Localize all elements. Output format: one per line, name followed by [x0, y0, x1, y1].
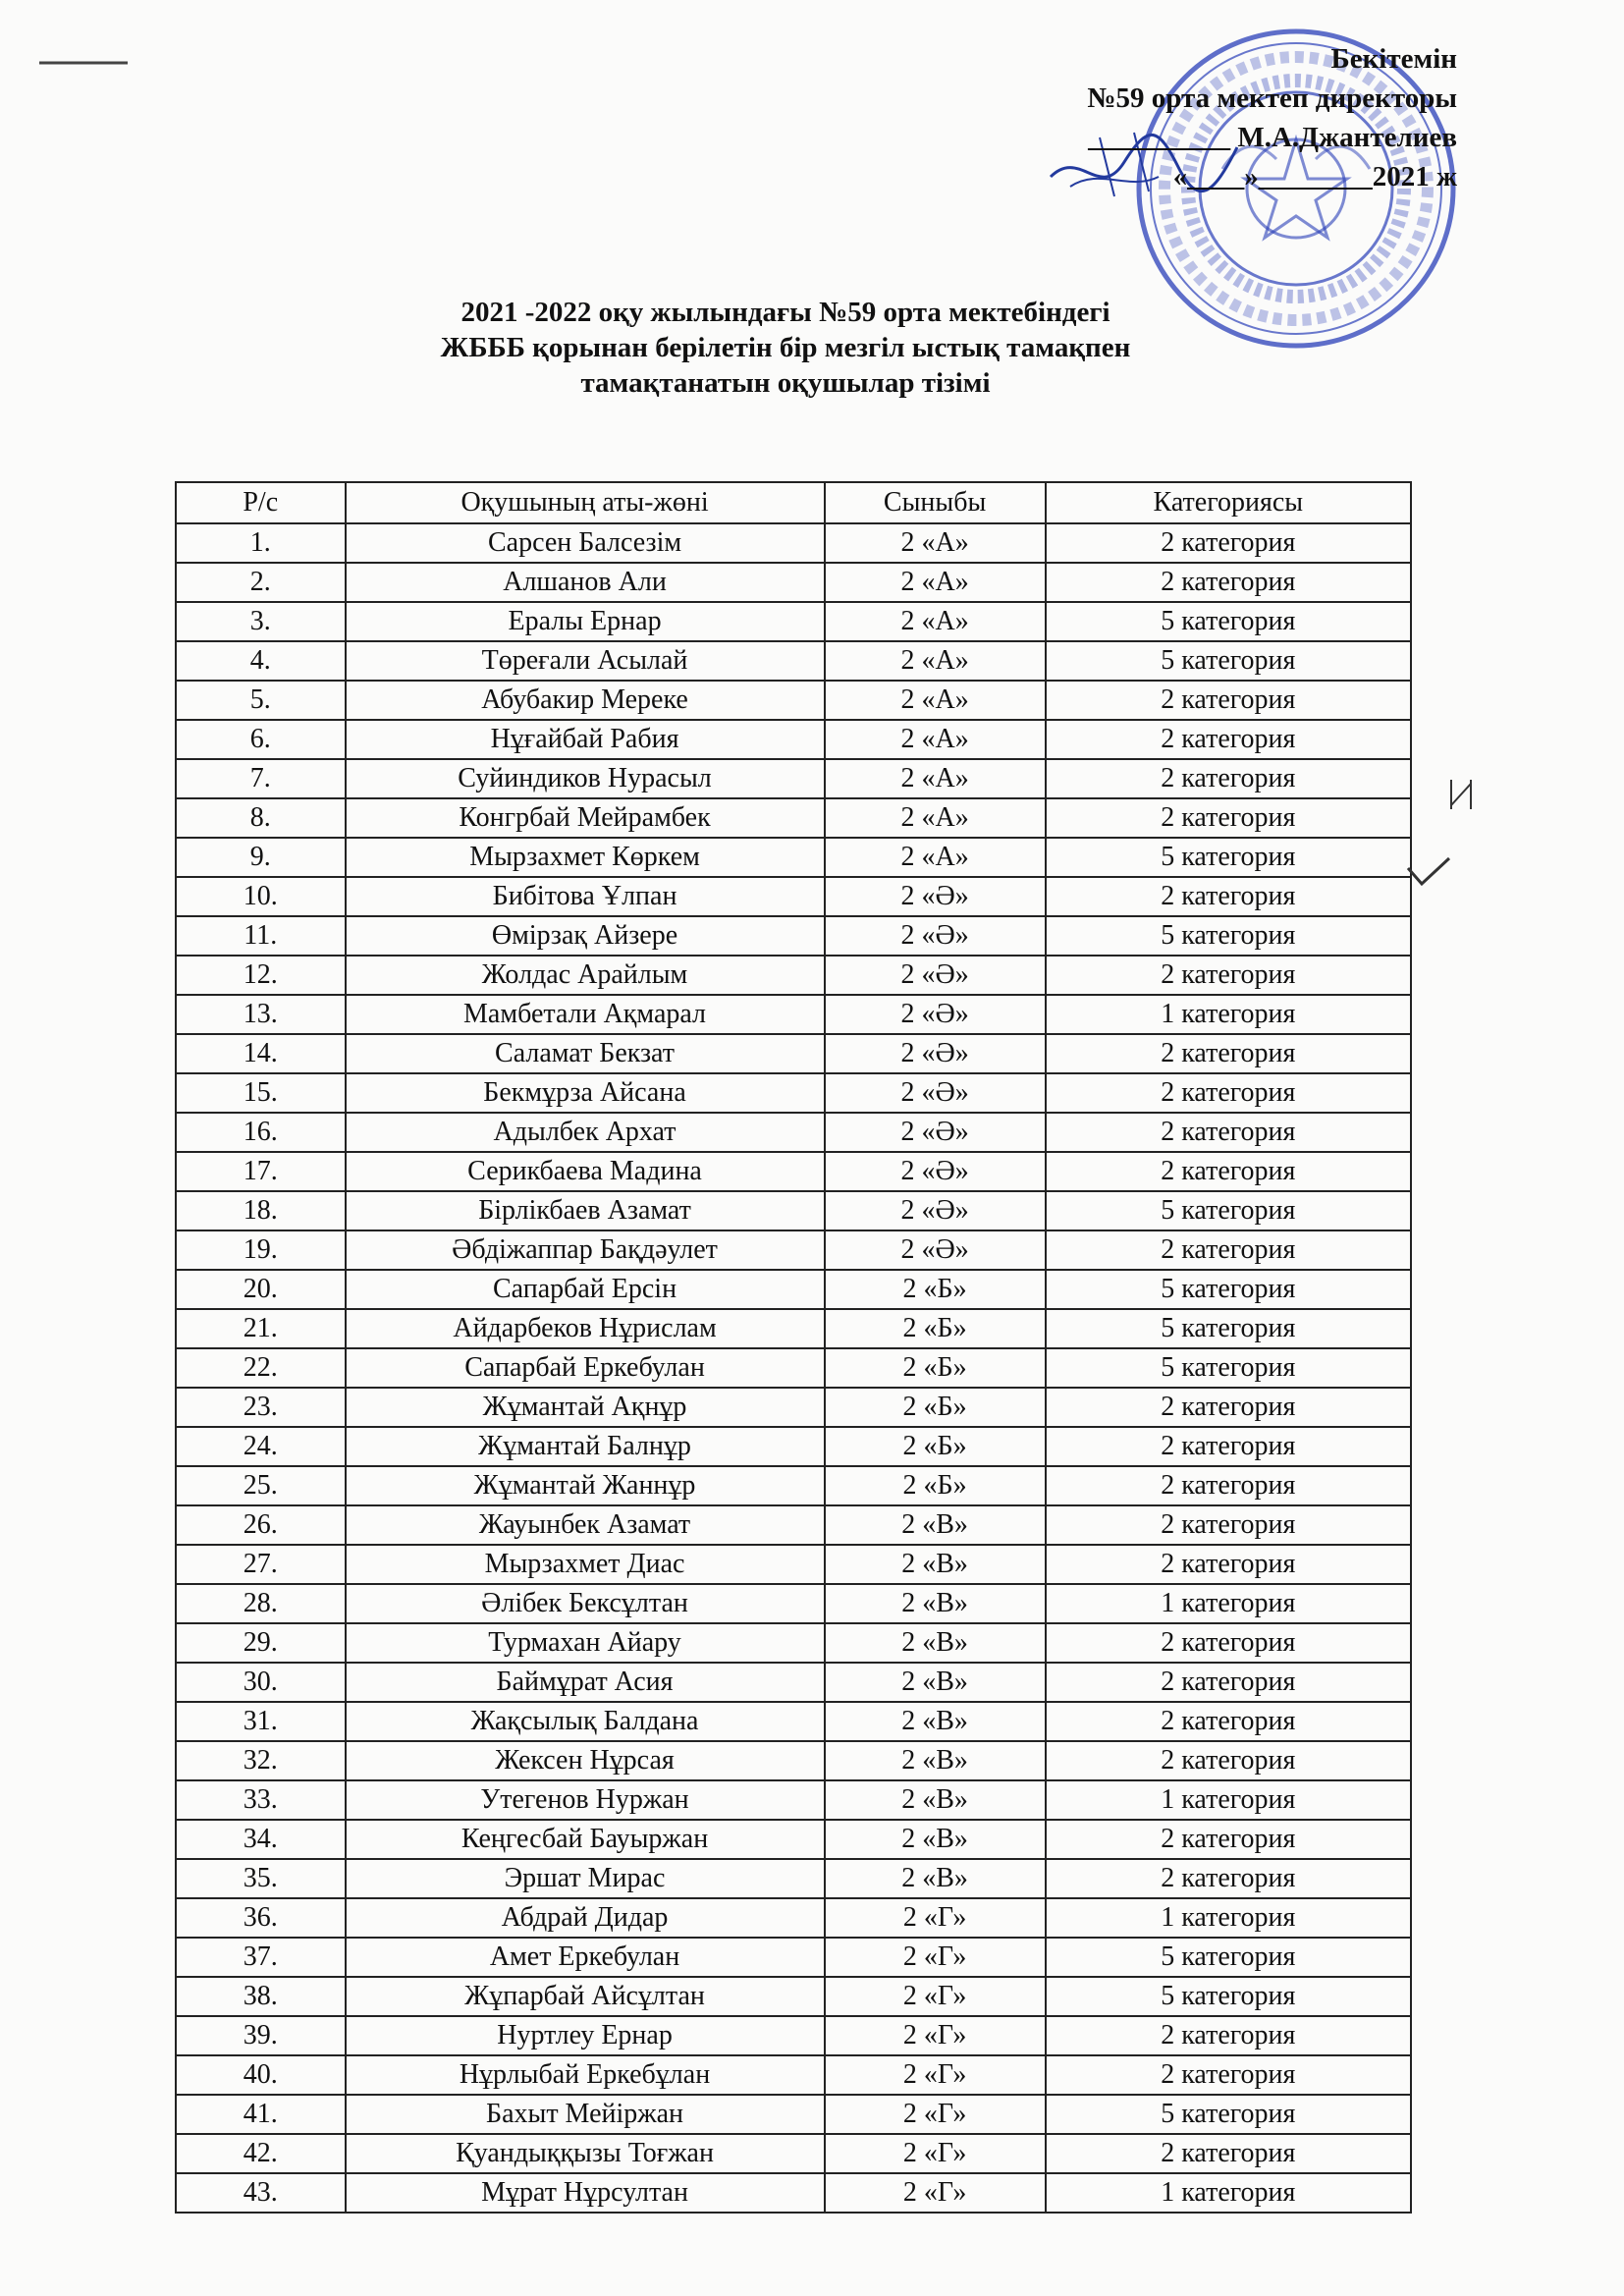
class-cell: 2 «В»: [825, 1859, 1046, 1898]
table-row: [176, 2173, 1411, 2213]
class-cell: 2 «Г»: [825, 2016, 1046, 2055]
row-number-cell: 34.: [176, 1820, 346, 1859]
class-cell: 2 «Г»: [825, 1938, 1046, 1977]
student-name-cell: Әлібек Бексұлтан: [346, 1584, 825, 1623]
student-name-cell: Сапарбай Ерсін: [346, 1270, 825, 1309]
class-cell: 2 «А»: [825, 720, 1046, 759]
category-cell: 1 категория: [1046, 1898, 1411, 1938]
table-row: [176, 602, 1411, 641]
student-name-cell: Утегенов Нуржан: [346, 1780, 825, 1820]
class-cell: 2 «А»: [825, 641, 1046, 681]
row-number-cell: 43.: [176, 2173, 346, 2213]
category-cell: 5 категория: [1046, 2095, 1411, 2134]
table-row: [176, 995, 1411, 1034]
category-cell: 2 категория: [1046, 956, 1411, 995]
table-row: [176, 681, 1411, 720]
student-name-cell: Қуандыққызы Тоғжан: [346, 2134, 825, 2173]
table-row: [176, 1073, 1411, 1113]
student-name-cell: Баймұрат Асия: [346, 1663, 825, 1702]
corner-scan-mark: [39, 59, 128, 67]
row-number-cell: 30.: [176, 1663, 346, 1702]
category-cell: 2 категория: [1046, 1702, 1411, 1741]
category-cell: 2 категория: [1046, 1230, 1411, 1270]
header-student-name: Оқушының аты-жөні: [346, 482, 825, 523]
table-row: [176, 1898, 1411, 1938]
category-cell: 2 категория: [1046, 1113, 1411, 1152]
table-row: [176, 523, 1411, 563]
category-cell: 2 категория: [1046, 1427, 1411, 1466]
class-cell: 2 «Ә»: [825, 1230, 1046, 1270]
category-cell: 2 категория: [1046, 1034, 1411, 1073]
row-number-cell: 39.: [176, 2016, 346, 2055]
student-name-cell: Турмахан Айару: [346, 1623, 825, 1663]
table-row: [176, 1348, 1411, 1388]
student-name-cell: Айдарбеков Нұрислам: [346, 1309, 825, 1348]
table-row: [176, 1584, 1411, 1623]
row-number-cell: 7.: [176, 759, 346, 798]
class-cell: 2 «В»: [825, 1584, 1046, 1623]
student-name-cell: Ералы Ернар: [346, 602, 825, 641]
table-row: [176, 759, 1411, 798]
table-row: [176, 1859, 1411, 1898]
student-list-table: [175, 481, 1412, 2214]
table-row: [176, 1977, 1411, 2016]
row-number-cell: 35.: [176, 1859, 346, 1898]
table-row: [176, 1623, 1411, 1663]
table-row: [176, 563, 1411, 602]
category-cell: 1 категория: [1046, 1584, 1411, 1623]
row-number-cell: 6.: [176, 720, 346, 759]
row-number-cell: 13.: [176, 995, 346, 1034]
table-row: [176, 1663, 1411, 1702]
class-cell: 2 «А»: [825, 838, 1046, 877]
table-row: [176, 1230, 1411, 1270]
class-cell: 2 «А»: [825, 759, 1046, 798]
class-cell: 2 «А»: [825, 798, 1046, 838]
row-number-cell: 38.: [176, 1977, 346, 2016]
student-name-cell: Нуртлеу Ернар: [346, 2016, 825, 2055]
category-cell: 2 категория: [1046, 1820, 1411, 1859]
approval-date: «____»________2021 ж: [1172, 161, 1457, 192]
class-cell: 2 «Ә»: [825, 956, 1046, 995]
category-cell: 2 категория: [1046, 877, 1411, 916]
category-cell: 1 категория: [1046, 2173, 1411, 2213]
category-cell: 5 категория: [1046, 602, 1411, 641]
table-row: [176, 2095, 1411, 2134]
student-name-cell: Нұғайбай Рабия: [346, 720, 825, 759]
title-line-1: 2021 -2022 оқу жылындағы №59 орта мектебіндегі: [460, 297, 1110, 328]
student-name-cell: Бахыт Мейіржан: [346, 2095, 825, 2134]
row-number-cell: 9.: [176, 838, 346, 877]
class-cell: 2 «Б»: [825, 1348, 1046, 1388]
table-row: [176, 1427, 1411, 1466]
class-cell: 2 «В»: [825, 1545, 1046, 1584]
row-number-cell: 4.: [176, 641, 346, 681]
class-cell: 2 «Ә»: [825, 1152, 1046, 1191]
table-row: [176, 1780, 1411, 1820]
student-name-cell: Жолдас Арайлым: [346, 956, 825, 995]
category-cell: 5 категория: [1046, 641, 1411, 681]
student-name-cell: Абубакир Мереке: [346, 681, 825, 720]
class-cell: 2 «Ә»: [825, 1073, 1046, 1113]
table-row: [176, 1466, 1411, 1505]
table-row: [176, 1309, 1411, 1348]
row-number-cell: 1.: [176, 523, 346, 563]
row-number-cell: 21.: [176, 1309, 346, 1348]
student-name-cell: Абдрай Дидар: [346, 1898, 825, 1938]
student-name-cell: Төреғали Асылай: [346, 641, 825, 681]
row-number-cell: 25.: [176, 1466, 346, 1505]
class-cell: 2 «Г»: [825, 2055, 1046, 2095]
row-number-cell: 14.: [176, 1034, 346, 1073]
student-name-cell: Жұмантай Ақнұр: [346, 1388, 825, 1427]
row-number-cell: 33.: [176, 1780, 346, 1820]
student-name-cell: Сапарбай Еркебулан: [346, 1348, 825, 1388]
title-line-3: тамақтанатын оқушылар тізімі: [580, 367, 991, 399]
row-number-cell: 19.: [176, 1230, 346, 1270]
row-number-cell: 3.: [176, 602, 346, 641]
table-row: [176, 1938, 1411, 1977]
table-row: [176, 1191, 1411, 1230]
row-number-cell: 29.: [176, 1623, 346, 1663]
category-cell: 2 категория: [1046, 1545, 1411, 1584]
class-cell: 2 «Б»: [825, 1270, 1046, 1309]
student-name-cell: Саламат Бекзат: [346, 1034, 825, 1073]
class-cell: 2 «А»: [825, 602, 1046, 641]
table-header-row: [176, 482, 1411, 523]
student-name-cell: Жұпарбай Айсұлтан: [346, 1977, 825, 2016]
student-name-cell: Адылбек Архат: [346, 1113, 825, 1152]
header-category: Категориясы: [1046, 482, 1411, 523]
student-name-cell: Жауынбек Азамат: [346, 1505, 825, 1545]
class-cell: 2 «Б»: [825, 1427, 1046, 1466]
student-name-cell: Нұрлыбай Еркебұлан: [346, 2055, 825, 2095]
category-cell: 2 категория: [1046, 563, 1411, 602]
category-cell: 2 категория: [1046, 2134, 1411, 2173]
row-number-cell: 32.: [176, 1741, 346, 1780]
class-cell: 2 «Г»: [825, 2095, 1046, 2134]
class-cell: 2 «Ә»: [825, 877, 1046, 916]
category-cell: 2 категория: [1046, 759, 1411, 798]
approval-block: [907, 39, 1457, 196]
row-number-cell: 24.: [176, 1427, 346, 1466]
student-name-cell: Жақсылық Балдана: [346, 1702, 825, 1741]
student-name-cell: Әбдіжаппар Бақдәулет: [346, 1230, 825, 1270]
category-cell: 5 категория: [1046, 1938, 1411, 1977]
student-name-cell: Амет Еркебулан: [346, 1938, 825, 1977]
class-cell: 2 «Б»: [825, 1309, 1046, 1348]
row-number-cell: 26.: [176, 1505, 346, 1545]
class-cell: 2 «Г»: [825, 2134, 1046, 2173]
category-cell: 2 категория: [1046, 1388, 1411, 1427]
category-cell: 5 категория: [1046, 1309, 1411, 1348]
student-name-cell: Конгрбай Мейрамбек: [346, 798, 825, 838]
category-cell: 2 категория: [1046, 1466, 1411, 1505]
table-row: [176, 720, 1411, 759]
approval-director-name: __________ М.А.Джантелиев: [1088, 122, 1457, 153]
table-row: [176, 1505, 1411, 1545]
category-cell: 1 категория: [1046, 995, 1411, 1034]
row-number-cell: 22.: [176, 1348, 346, 1388]
row-number-cell: 31.: [176, 1702, 346, 1741]
student-name-cell: Мырзахмет Көркем: [346, 838, 825, 877]
student-name-cell: Бибітова Ұлпан: [346, 877, 825, 916]
student-name-cell: Мұрат Нұрсултан: [346, 2173, 825, 2213]
approval-position: №59 орта мектеп директоры: [1087, 82, 1457, 114]
category-cell: 2 категория: [1046, 798, 1411, 838]
class-cell: 2 «Г»: [825, 1977, 1046, 2016]
table-row: [176, 1152, 1411, 1191]
student-name-cell: Бірлікбаев Азамат: [346, 1191, 825, 1230]
category-cell: 5 категория: [1046, 1270, 1411, 1309]
table-row: [176, 2134, 1411, 2173]
table-row: [176, 1034, 1411, 1073]
category-cell: 5 категория: [1046, 838, 1411, 877]
category-cell: 2 категория: [1046, 720, 1411, 759]
category-cell: 2 категория: [1046, 523, 1411, 563]
student-name-cell: Серикбаева Мадина: [346, 1152, 825, 1191]
student-name-cell: Жексен Нұрсая: [346, 1741, 825, 1780]
table-row: [176, 1702, 1411, 1741]
table-row: [176, 1820, 1411, 1859]
row-number-cell: 40.: [176, 2055, 346, 2095]
student-name-cell: Жұмантай Балнұр: [346, 1427, 825, 1466]
category-cell: 2 категория: [1046, 1663, 1411, 1702]
category-cell: 5 категория: [1046, 1348, 1411, 1388]
row-number-cell: 2.: [176, 563, 346, 602]
class-cell: 2 «Б»: [825, 1388, 1046, 1427]
category-cell: 2 категория: [1046, 1741, 1411, 1780]
category-cell: 2 категория: [1046, 2016, 1411, 2055]
student-name-cell: Өмірзақ Айзере: [346, 916, 825, 956]
header-class: Сыныбы: [825, 482, 1046, 523]
table-row: [176, 956, 1411, 995]
class-cell: 2 «Б»: [825, 1466, 1046, 1505]
row-number-cell: 15.: [176, 1073, 346, 1113]
row-number-cell: 42.: [176, 2134, 346, 2173]
table-row: [176, 2016, 1411, 2055]
class-cell: 2 «В»: [825, 1505, 1046, 1545]
title-line-2: ЖБББ қорынан берілетін бір мезгіл ыстық тамақпен: [440, 332, 1131, 363]
table-row: [176, 1113, 1411, 1152]
category-cell: 2 категория: [1046, 681, 1411, 720]
table-row: [176, 1388, 1411, 1427]
row-number-cell: 20.: [176, 1270, 346, 1309]
student-name-cell: Мамбетали Ақмарал: [346, 995, 825, 1034]
row-number-cell: 28.: [176, 1584, 346, 1623]
row-number-cell: 37.: [176, 1938, 346, 1977]
student-name-cell: Сарсен Балсезім: [346, 523, 825, 563]
category-cell: 2 категория: [1046, 1073, 1411, 1113]
document-title: [295, 295, 1276, 401]
table-row: [176, 798, 1411, 838]
category-cell: 1 категория: [1046, 1780, 1411, 1820]
row-number-cell: 36.: [176, 1898, 346, 1938]
row-number-cell: 11.: [176, 916, 346, 956]
class-cell: 2 «В»: [825, 1663, 1046, 1702]
row-number-cell: 17.: [176, 1152, 346, 1191]
class-cell: 2 «В»: [825, 1820, 1046, 1859]
class-cell: 2 «В»: [825, 1623, 1046, 1663]
class-cell: 2 «В»: [825, 1702, 1046, 1741]
class-cell: 2 «Г»: [825, 1898, 1046, 1938]
table-row: [176, 838, 1411, 877]
class-cell: 2 «Ә»: [825, 1191, 1046, 1230]
row-number-cell: 8.: [176, 798, 346, 838]
category-cell: 2 категория: [1046, 1505, 1411, 1545]
table-row: [176, 916, 1411, 956]
margin-check-mark: [1404, 854, 1453, 890]
class-cell: 2 «Ә»: [825, 1113, 1046, 1152]
row-number-cell: 12.: [176, 956, 346, 995]
table-body: [176, 523, 1411, 2213]
row-number-cell: 16.: [176, 1113, 346, 1152]
category-cell: 2 категория: [1046, 1623, 1411, 1663]
category-cell: 2 категория: [1046, 1859, 1411, 1898]
table-row: [176, 2055, 1411, 2095]
category-cell: 2 категория: [1046, 1152, 1411, 1191]
student-name-cell: Жұмантай Жаннұр: [346, 1466, 825, 1505]
row-number-cell: 27.: [176, 1545, 346, 1584]
class-cell: 2 «Ә»: [825, 1034, 1046, 1073]
class-cell: 2 «Ә»: [825, 995, 1046, 1034]
class-cell: 2 «Ә»: [825, 916, 1046, 956]
student-name-cell: Кеңгесбай Бауыржан: [346, 1820, 825, 1859]
table-row: [176, 877, 1411, 916]
header-number: Р/с: [176, 482, 346, 523]
category-cell: 5 категория: [1046, 916, 1411, 956]
student-name-cell: Алшанов Али: [346, 563, 825, 602]
row-number-cell: 23.: [176, 1388, 346, 1427]
class-cell: 2 «А»: [825, 681, 1046, 720]
student-name-cell: Мырзахмет Диас: [346, 1545, 825, 1584]
table-row: [176, 1741, 1411, 1780]
student-name-cell: Бекмұрза Айсана: [346, 1073, 825, 1113]
class-cell: 2 «А»: [825, 523, 1046, 563]
category-cell: 5 категория: [1046, 1191, 1411, 1230]
student-name-cell: Эршат Мирас: [346, 1859, 825, 1898]
class-cell: 2 «Г»: [825, 2173, 1046, 2213]
class-cell: 2 «В»: [825, 1741, 1046, 1780]
approval-title: Бекітемін: [1330, 43, 1457, 75]
student-name-cell: Суйиндиков Нурасыл: [346, 759, 825, 798]
row-number-cell: 5.: [176, 681, 346, 720]
category-cell: 2 категория: [1046, 2055, 1411, 2095]
table-row: [176, 641, 1411, 681]
row-number-cell: 41.: [176, 2095, 346, 2134]
margin-handwritten-mark: [1443, 776, 1483, 815]
row-number-cell: 10.: [176, 877, 346, 916]
class-cell: 2 «А»: [825, 563, 1046, 602]
table-row: [176, 1545, 1411, 1584]
class-cell: 2 «В»: [825, 1780, 1046, 1820]
row-number-cell: 18.: [176, 1191, 346, 1230]
category-cell: 5 категория: [1046, 1977, 1411, 2016]
table-row: [176, 1270, 1411, 1309]
